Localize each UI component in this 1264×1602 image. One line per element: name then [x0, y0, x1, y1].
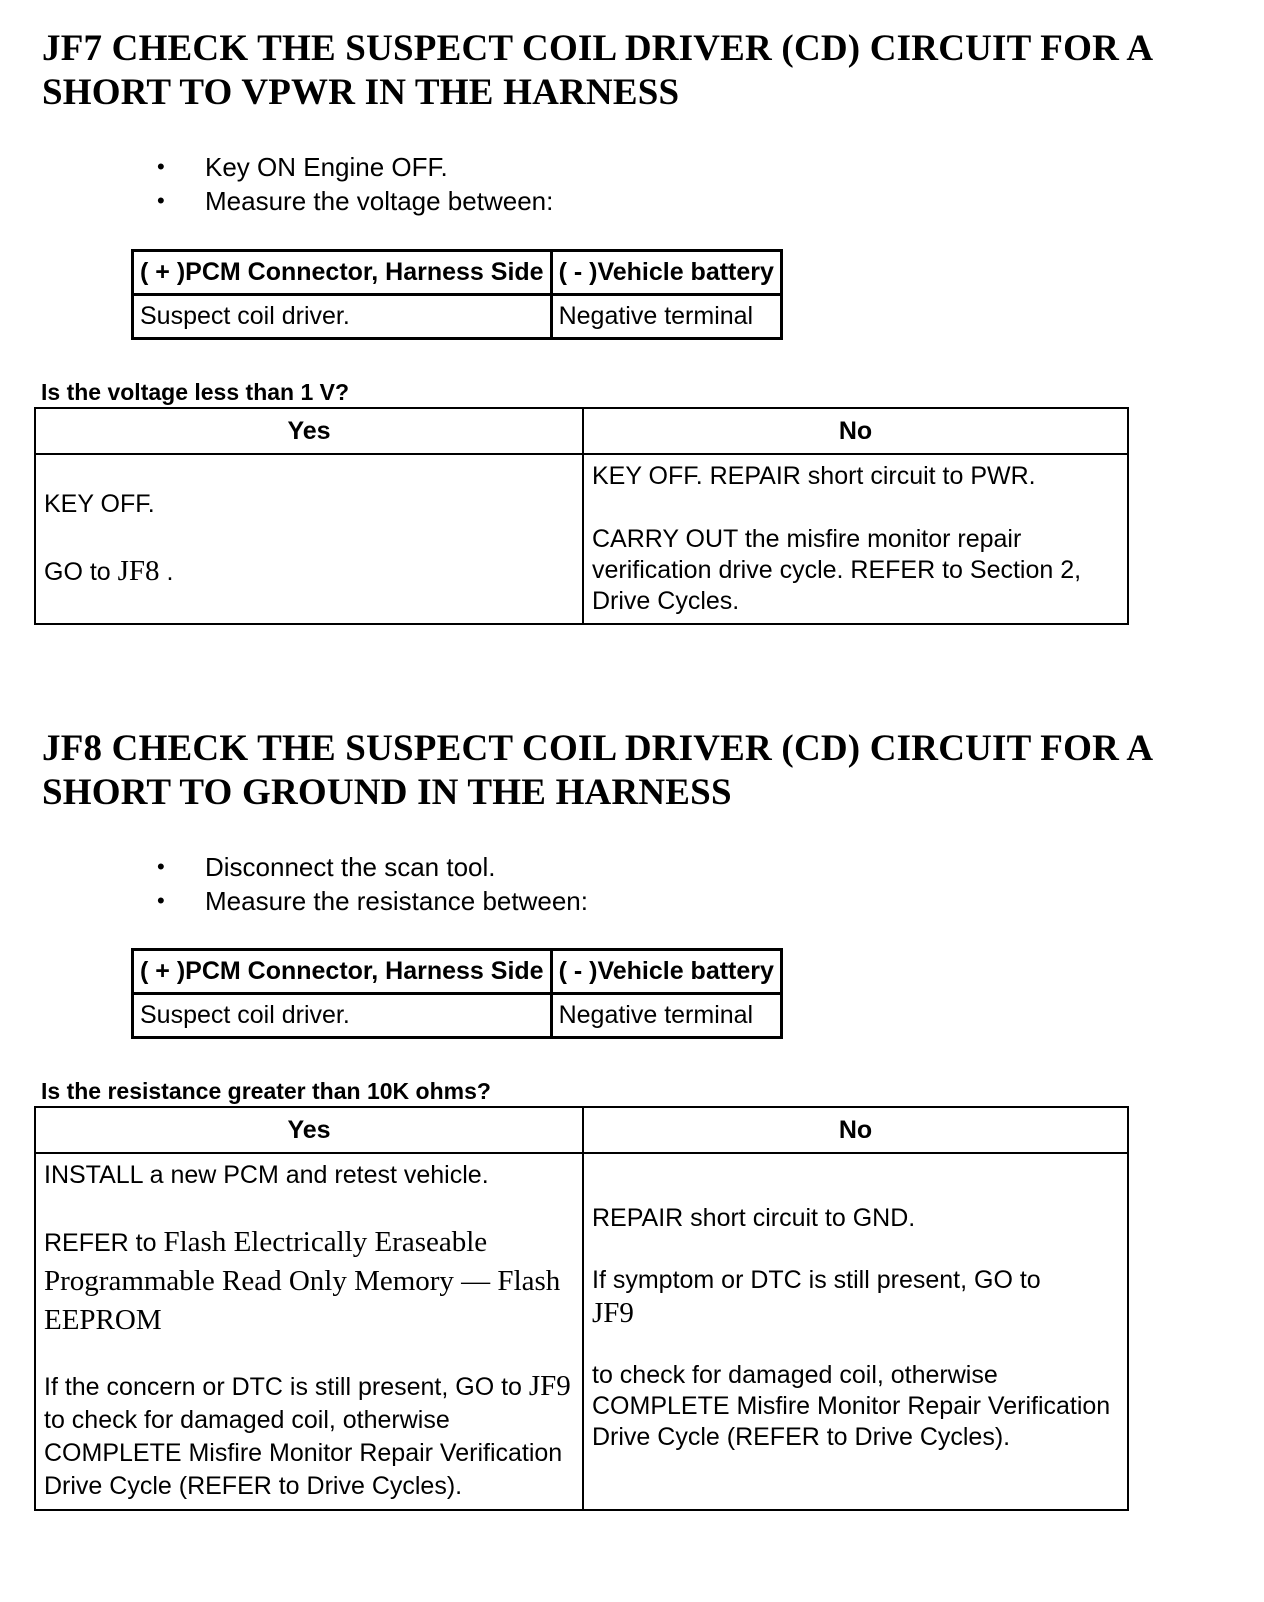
jf8-result-table: [34, 1106, 1129, 1511]
table-row: [133, 994, 782, 1038]
jf7-heading: JF7 CHECK THE SUSPECT COIL DRIVER (CD) CIRCUIT FOR A SHORT TO VPWR IN THE HARNESS: [42, 28, 1154, 113]
column-header: ( - )Vehicle battery: [551, 251, 781, 295]
table-cell: Negative terminal: [551, 994, 781, 1038]
jf7-measure-table: [131, 249, 783, 340]
table-row: [133, 295, 782, 339]
list-item: • Measure the voltage between:: [150, 184, 553, 218]
no-cell: [583, 454, 1128, 624]
yes-paragraph: REFER to Flash Electrically Eraseable Programmable Read Only Memory — Flash EEPROM: [44, 1226, 561, 1336]
yes-paragraph: INSTALL a new PCM and retest vehicle.: [44, 1161, 489, 1189]
yes-cell: [35, 1153, 583, 1510]
jf8-question: Is the resistance greater than 10K ohms?: [41, 1078, 491, 1104]
list-item: • Key ON Engine OFF.: [150, 150, 553, 184]
list-item: • Disconnect the scan tool.: [150, 850, 588, 884]
no-cell: [583, 1153, 1128, 1510]
no-header: No: [583, 1107, 1128, 1153]
jf9-link[interactable]: JF9: [528, 1370, 571, 1402]
no-paragraph: to check for damaged coil, otherwise COMPLETE Misfire Monitor Repair Verification Drive Cycle (REFER to Drive Cycles).: [592, 1361, 1111, 1451]
table-cell: Suspect coil driver.: [133, 295, 552, 339]
table-header-row: [35, 408, 1128, 454]
no-paragraph: REPAIR short circuit to GND.: [592, 1204, 916, 1232]
yes-line: KEY OFF.: [44, 490, 155, 518]
yes-goto: GO to JF8 .: [44, 555, 174, 587]
no-paragraph: If symptom or DTC is still present, GO to: [592, 1266, 1041, 1294]
column-header: ( + )PCM Connector, Harness Side: [133, 251, 552, 295]
yes-cell: [35, 454, 583, 624]
no-line: KEY OFF. REPAIR short circuit to PWR.: [592, 462, 1036, 490]
table-row: [35, 454, 1128, 624]
jf8-steps: [150, 850, 588, 918]
jf7-result-table: [34, 407, 1129, 625]
jf8-link[interactable]: JF8: [117, 555, 160, 587]
flash-eeprom-link[interactable]: Flash Electrically Eraseable Programmable Read Only Memory — Flash EEPROM: [44, 1226, 561, 1336]
table-header-row: [133, 950, 782, 994]
no-line: CARRY OUT the misfire monitor repair verification drive cycle. REFER to Section 2, Drive Cycles.: [592, 525, 1082, 615]
jf8-measure-table: [131, 948, 783, 1039]
column-header: ( - )Vehicle battery: [551, 950, 781, 994]
no-header: No: [583, 408, 1128, 454]
table-header-row: [133, 251, 782, 295]
yes-header: Yes: [35, 1107, 583, 1153]
jf7-steps: [150, 150, 553, 218]
jf9-link[interactable]: JF9: [592, 1297, 634, 1329]
table-cell: Suspect coil driver.: [133, 994, 552, 1038]
column-header: ( + )PCM Connector, Harness Side: [133, 950, 552, 994]
table-cell: Negative terminal: [551, 295, 781, 339]
yes-header: Yes: [35, 408, 583, 454]
table-row: [35, 1153, 1128, 1510]
jf7-question: Is the voltage less than 1 V?: [41, 379, 350, 405]
yes-paragraph: If the concern or DTC is still present, GO to JF9 to check for damaged coil, otherwise COMPLETE Misfire Monitor Repair Verification Drive Cycle (REFER to Drive Cycles).: [44, 1370, 571, 1500]
jf8-heading: JF8 CHECK THE SUSPECT COIL DRIVER (CD) CIRCUIT FOR A SHORT TO GROUND IN THE HARNESS: [42, 728, 1154, 813]
list-item: • Measure the resistance between:: [150, 884, 588, 918]
table-header-row: [35, 1107, 1128, 1153]
